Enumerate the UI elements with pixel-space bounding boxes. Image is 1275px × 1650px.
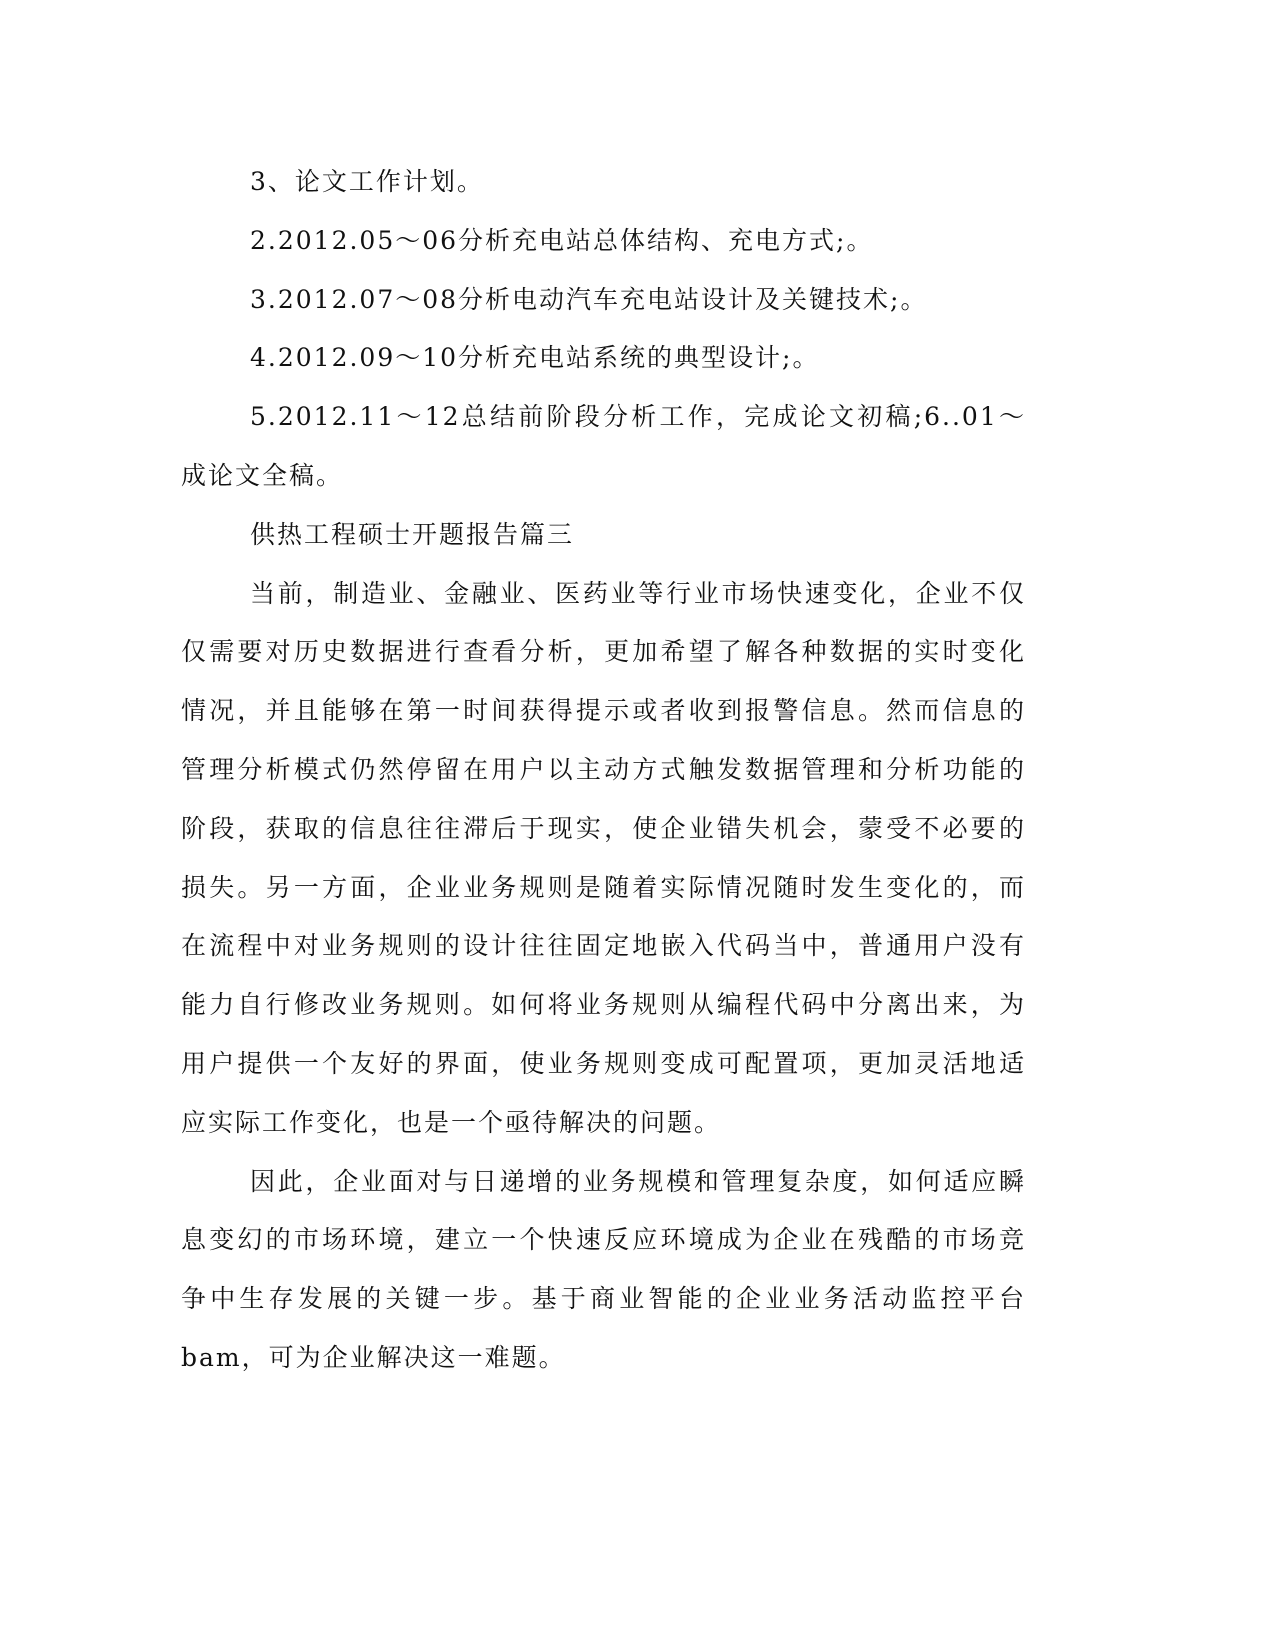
plan-item-2 [181, 212, 1026, 271]
section-title [181, 506, 1026, 565]
text-line: 4.2012.09～10分析充电站系统的典型设计;。 [250, 343, 820, 373]
plan-item-4 [181, 329, 1026, 388]
plan-heading [181, 153, 1026, 212]
text-line: 5.2012.11～12总结前阶段分析工作，完成论文初稿;6..01～ [250, 402, 1026, 432]
text-line: 管理分析模式仍然停留在用户以主动方式触发数据管理和分析功能的 [181, 754, 1026, 784]
body-paragraph-2 [181, 1153, 1026, 1388]
text-line: 3.2012.07～08分析电动汽车充电站设计及关键技术;。 [250, 284, 928, 314]
text-line: 仅需要对历史数据进行查看分析，更加希望了解各种数据的实时变化 [181, 637, 1026, 667]
text-line: 成论文全稿。 [181, 460, 344, 490]
text-line: 息变幻的市场环境，建立一个快速反应环境成为企业在残酷的市场竞 [181, 1225, 1026, 1255]
text-line: 用户提供一个友好的界面，使业务规则变成可配置项，更加灵活地适 [181, 1048, 1026, 1078]
text-line: 因此，企业面对与日递增的业务规模和管理复杂度，如何适应瞬 [250, 1166, 1026, 1196]
text-line: 3、论文工作计划。 [250, 167, 484, 196]
text-line: 2.2012.05～06分析充电站总体结构、充电方式;。 [250, 225, 874, 255]
text-line: 当前，制造业、金融业、医药业等行业市场快速变化，企业不仅 [250, 578, 1026, 608]
text-line: 情况，并且能够在第一时间获得提示或者收到报警信息。然而信息的 [181, 696, 1026, 726]
body-paragraph-1 [181, 565, 1026, 1153]
text-line: 应实际工作变化，也是一个亟待解决的问题。 [181, 1107, 722, 1137]
plan-item-5 [181, 388, 1026, 506]
plan-item-3 [181, 271, 1026, 330]
text-line: 阶段，获取的信息往往滞后于现实，使企业错失机会，蒙受不必要的 [181, 813, 1026, 843]
text-line: bam，可为企业解决这一难题。 [181, 1342, 566, 1372]
text-line: 争中生存发展的关键一步。基于商业智能的企业业务活动监控平台 [181, 1284, 1026, 1314]
document-page [181, 153, 1026, 1388]
text-line: 损失。另一方面，企业业务规则是随着实际情况随时发生变化的，而 [181, 872, 1026, 902]
text-line: 在流程中对业务规则的设计往往固定地嵌入代码当中，普通用户没有 [181, 931, 1026, 961]
text-line: 供热工程硕士开题报告篇三 [250, 519, 575, 549]
text-line: 能力自行修改业务规则。如何将业务规则从编程代码中分离出来，为 [181, 990, 1026, 1020]
